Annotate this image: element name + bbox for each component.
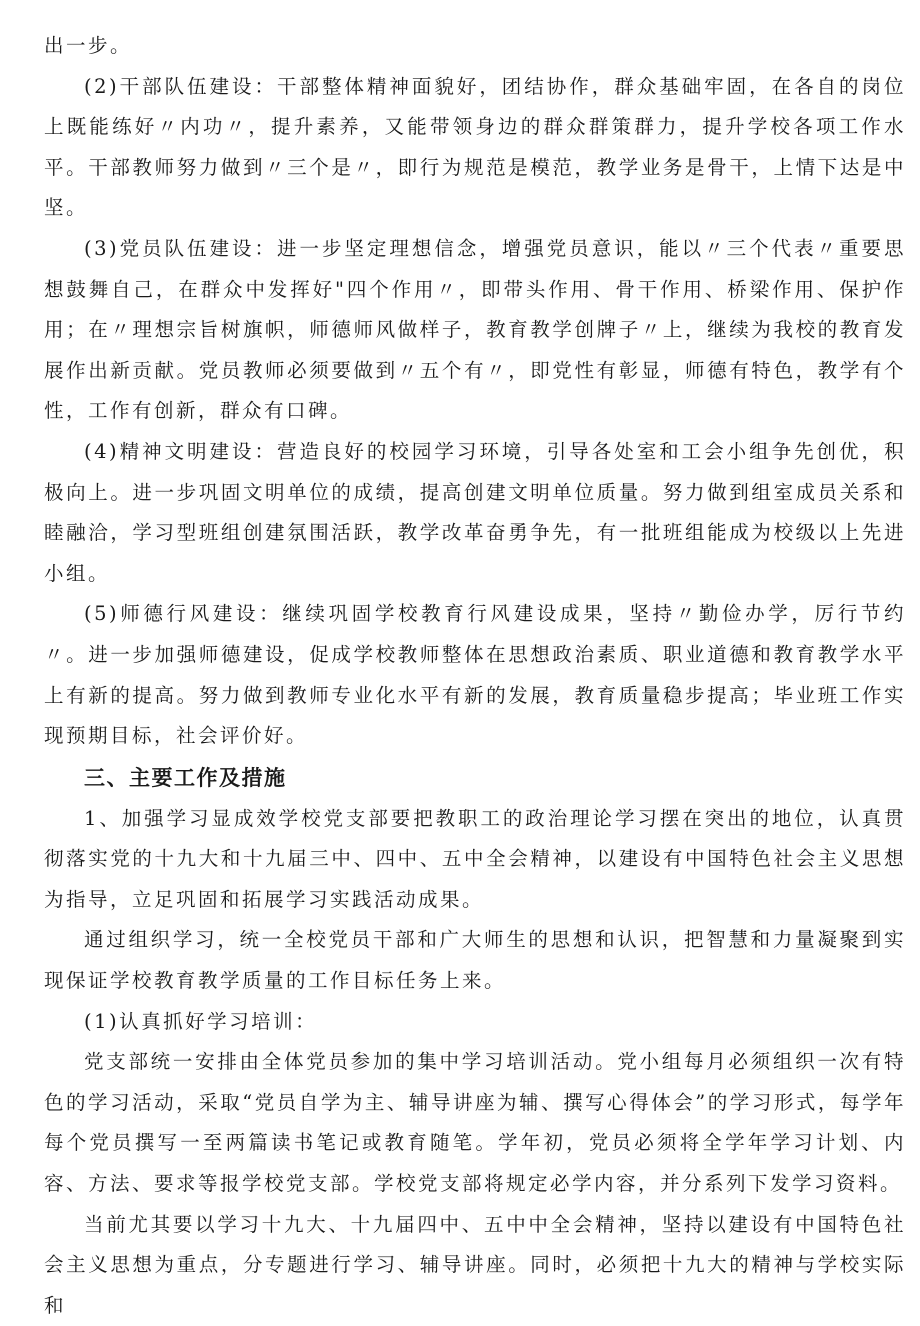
- paragraph-continuation: 出一步。: [44, 34, 133, 57]
- paragraph-strengthen-study: 1、加强学习显成效学校党支部要把教职工的政治理论学习摆在突出的地位，认真贯彻落实党的十九大和十九届三中、四中、五中全会精神，以建设有中国特色社会主义思想为指导，立足巩固和拓展学习实践活动成果。: [44, 806, 906, 911]
- paragraph-current-focus: 当前尤其要以学习十九大、十九届四中、五中中全会精神，坚持以建设有中国特色社会主义思想为重点，分专题进行学习、辅导讲座。同时，必须把十九大的精神与学校实际和: [44, 1212, 906, 1317]
- paragraph-study-training: 党支部统一安排由全体党员参加的集中学习培训活动。党小组每月必须组织一次有特色的学习活动，采取“党员自学为主、辅导讲座为辅、撰写心得体会”的学习形式，每学年每个党员撰写一至两篇读书笔记或教育随笔。学年初，党员必须将全学年学习计划、内容、方法、要求等报学校党支部。学校党支部将规定必学内容，并分系列下发学习资料。: [44, 1050, 906, 1196]
- paragraph-teacher-ethics: (5)师德行风建设：继续巩固学校教育行风建设成果，坚持〃勤俭办学，厉行节约〃。进一步加强师德建设，促成学校教师整体在思想政治素质、职业道德和教育教学水平上有新的提高。努力做到教师专业化水平有新的发展，教育质量稳步提高；毕业班工作实现预期目标，社会评价好。: [44, 602, 906, 748]
- paragraph-spiritual-civilization: (4)精神文明建设：营造良好的校园学习环境，引导各处室和工会小组争先创优，积极向上。进一步巩固文明单位的成绩，提高创建文明单位质量。努力做到组室成员关系和睦融洽，学习型班组创建氛围活跃，教学改革奋勇争先，有一批班组能成为校级以上先进小组。: [44, 439, 906, 585]
- paragraph-organize-study: 通过组织学习，统一全校党员干部和广大师生的思想和认识，把智慧和力量凝聚到实现保证学校教育教学质量的工作目标任务上来。: [44, 928, 906, 993]
- paragraph-cadre-team: (2)干部队伍建设：干部整体精神面貌好，团结协作，群众基础牢固，在各自的岗位上既能练好〃内功〃，提升素养，又能带领身边的群众群策群力，提升学校各项工作水平。干部教师努力做到〃三个是〃，即行为规范是模范，教学业务是骨干，上情下达是中坚。: [44, 74, 906, 220]
- paragraph-party-member-team: (3)党员队伍建设：进一步坚定理想信念，增强党员意识，能以〃三个代表〃重要思想鼓舞自己，在群众中发挥好"四个作用〃，即带头作用、骨干作用、桥梁作用、保护作用；在〃理想宗旨树旗帜，师德师风做样子，教育教学创牌子〃上，继续为我校的教育发展作出新贡献。党员教师必须要做到〃五个有〃，即党性有彰显，师德有特色，教学有个性，工作有创新，群众有口碑。: [44, 236, 906, 423]
- paragraph-study-training-title: (1)认真抓好学习培训：: [84, 1009, 318, 1033]
- section-heading-main-work: 三、主要工作及措施: [84, 765, 287, 790]
